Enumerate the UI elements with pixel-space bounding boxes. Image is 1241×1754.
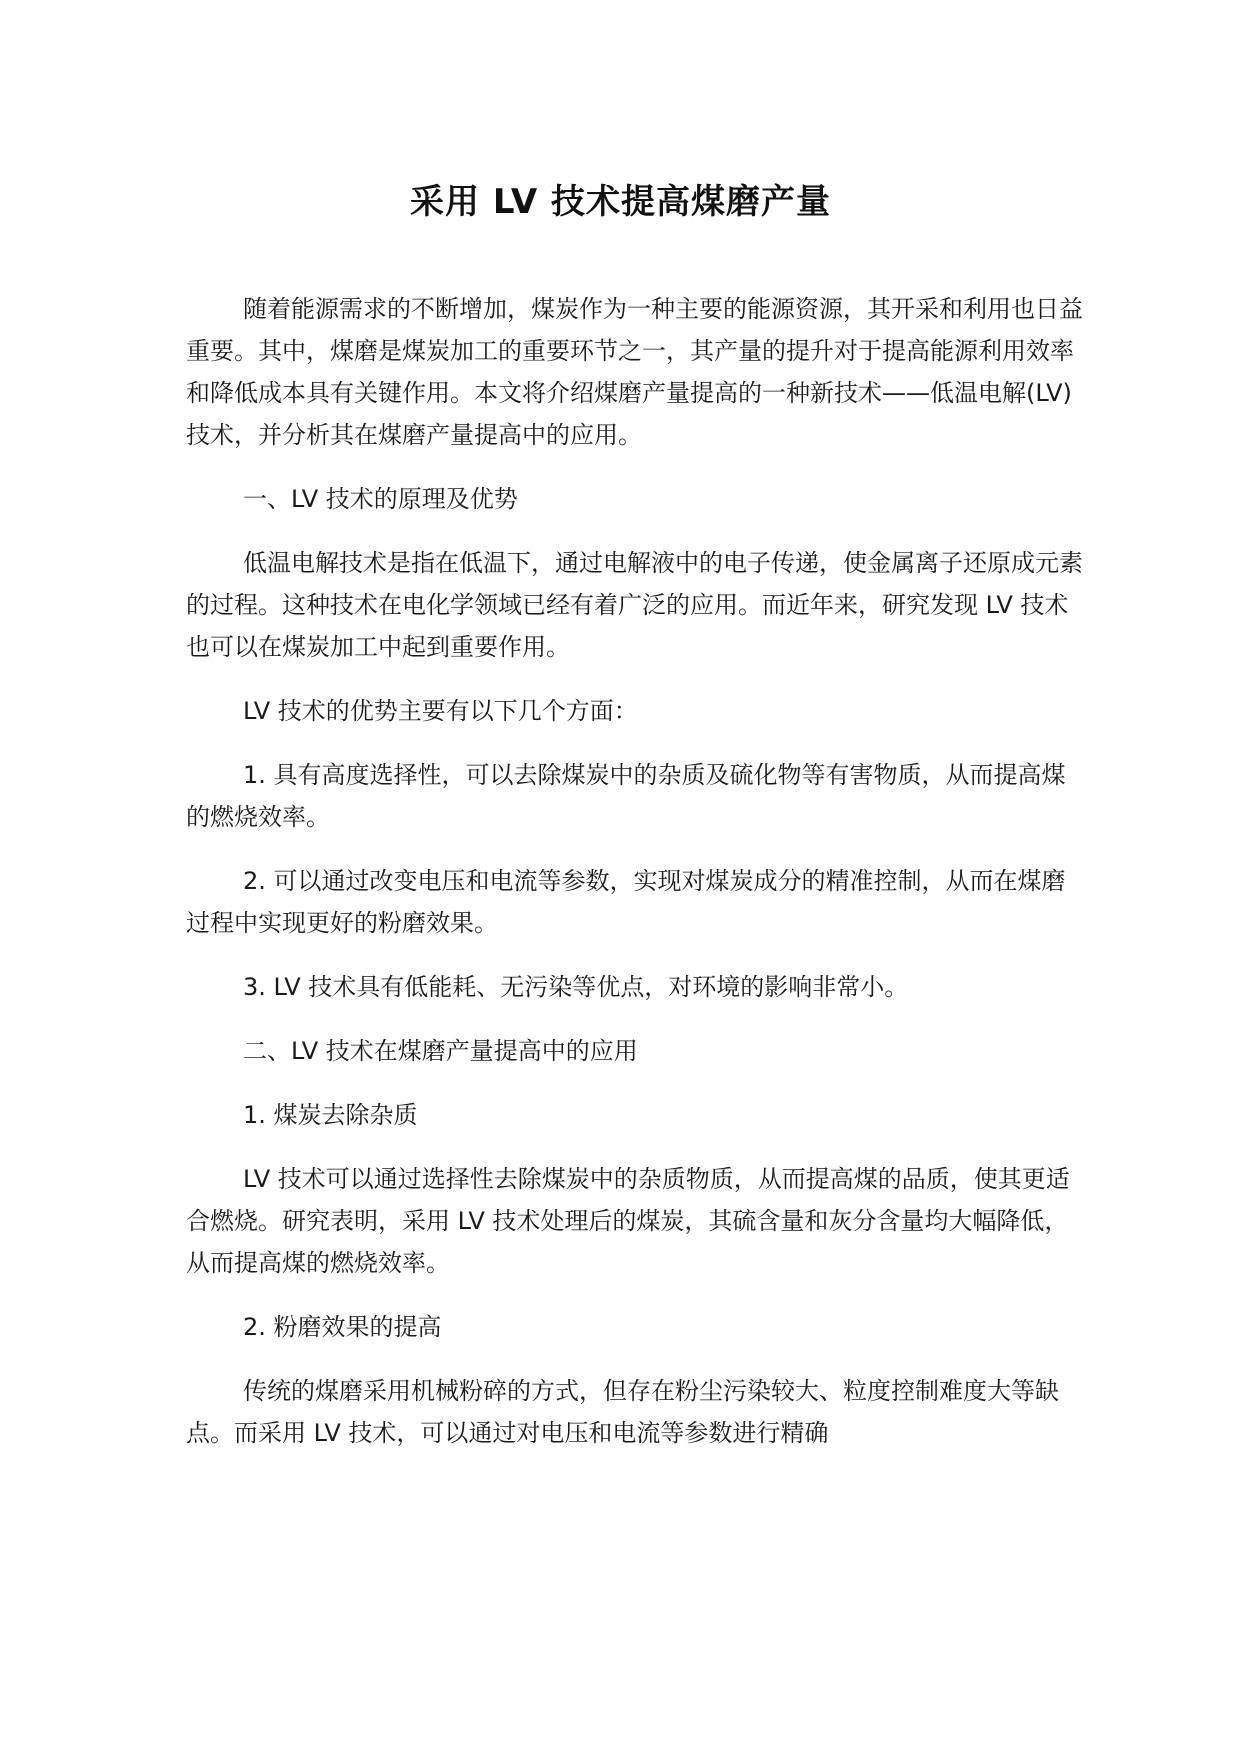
section-heading-2: 二、LV 技术在煤磨产量提高中的应用 xyxy=(243,1037,638,1065)
impurity-removal-paragraph: LV 技术可以通过选择性去除煤炭中的杂质物质，从而提高煤的品质，使其更适合燃烧。研究表明，采用 LV 技术处理后的煤炭，其硫含量和灰分含量均大幅降低，从而提高煤的燃烧效率。 xyxy=(186,1165,1070,1277)
advantage-item-2: 2. 可以通过改变电压和电流等参数，实现对煤炭成分的精准控制，从而在煤磨过程中实现更好的粉磨效果。 xyxy=(186,867,1066,937)
document-title: 采用 LV 技术提高煤磨产量 xyxy=(410,182,831,222)
section-heading-1: 一、LV 技术的原理及优势 xyxy=(243,485,518,513)
advantage-item-3: 3. LV 技术具有低能耗、无污染等优点，对环境的影响非常小。 xyxy=(243,973,909,1001)
document-body xyxy=(186,288,1086,1476)
grinding-effect-paragraph: 传统的煤磨采用机械粉碎的方式，但存在粉尘污染较大、粒度控制难度大等缺点。而采用 LV 技术，可以通过对电压和电流等参数进行精确 xyxy=(186,1377,1059,1447)
principle-paragraph: 低温电解技术是指在低温下，通过电解液中的电子传递，使金属离子还原成元素的过程。这种技术在电化学领域已经有着广泛的应用。而近年来，研究发现 LV 技术也可以在煤炭加工中起到重要作用。 xyxy=(186,549,1083,661)
advantages-intro: LV 技术的优势主要有以下几个方面： xyxy=(243,697,638,725)
subheading-grinding-effect: 2. 粉磨效果的提高 xyxy=(243,1313,442,1341)
advantage-item-1: 1. 具有高度选择性，可以去除煤炭中的杂质及硫化物等有害物质，从而提高煤的燃烧效率。 xyxy=(186,761,1066,831)
intro-paragraph: 随着能源需求的不断增加，煤炭作为一种主要的能源资源，其开采和利用也日益重要。其中，煤磨是煤炭加工的重要环节之一，其产量的提升对于提高能源利用效率和降低成本具有关键作用。本文将介绍煤磨产量提高的一种新技术——低温电解(LV)技术，并分析其在煤磨产量提高中的应用。 xyxy=(186,295,1083,449)
subheading-impurity-removal: 1. 煤炭去除杂质 xyxy=(243,1101,418,1129)
